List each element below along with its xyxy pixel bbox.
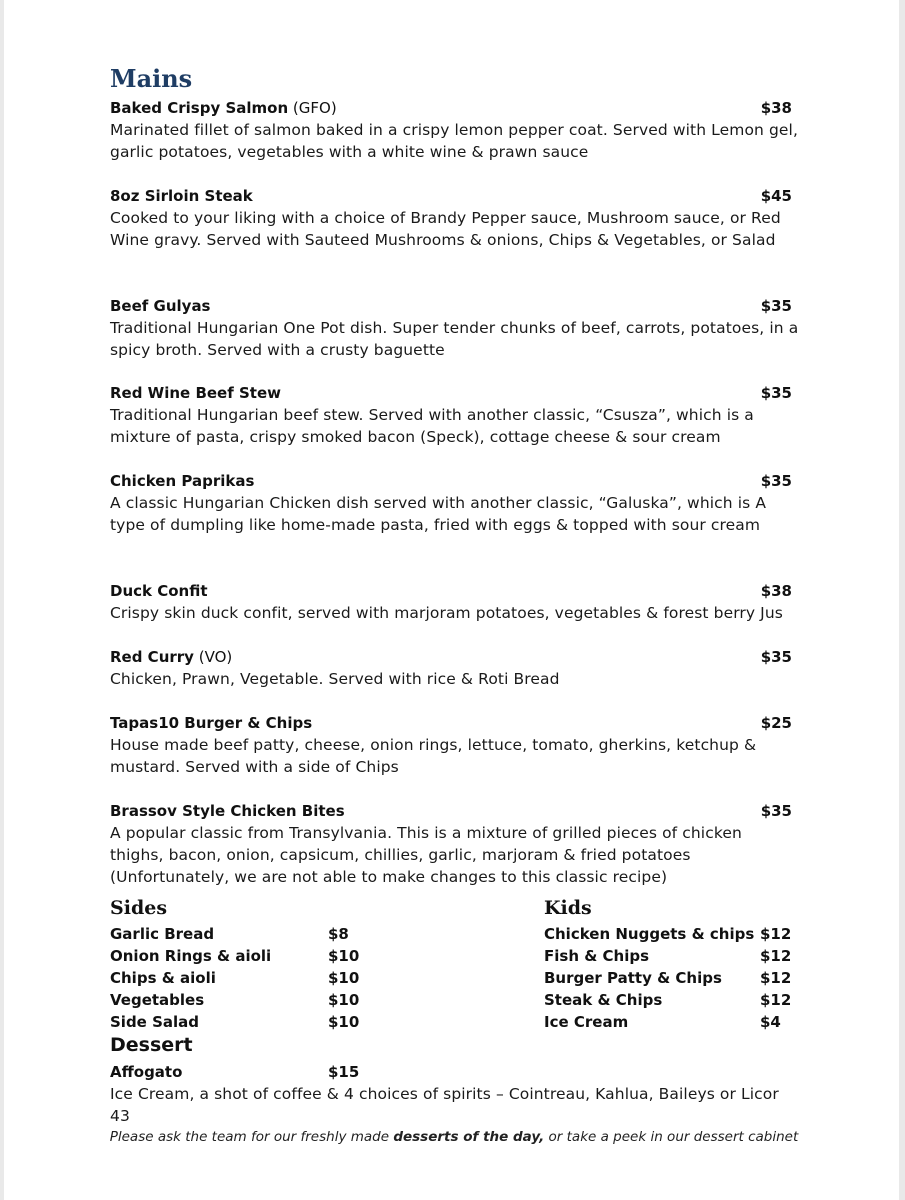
kids-item-name: Burger Patty & Chips <box>544 969 722 987</box>
side-item-price: $10 <box>328 969 360 987</box>
menu-item-name: Chicken Paprikas <box>110 472 255 490</box>
menu-item <box>110 712 800 778</box>
dessert-note-emphasis: desserts of the day, <box>393 1129 545 1145</box>
menu-item-description: Traditional Hungarian One Pot dish. Super tender chunks of beef, carrots, potatoes, in a spicy broth. Served with a crusty baguette <box>110 319 799 359</box>
menu-item-name: Beef Gulyas <box>110 297 211 315</box>
kids-item-name: Ice Cream <box>544 1013 629 1031</box>
menu-item-name: 8oz Sirloin Steak <box>110 187 253 205</box>
menu-item-description: Cooked to your liking with a choice of Brandy Pepper sauce, Mushroom sauce, or Red Wine gravy. Served with Sauteed Mushrooms & onions, Chips & Vegetables, or Salad <box>110 209 781 249</box>
menu-item-price: $45 <box>760 187 792 205</box>
menu-item-price: $35 <box>760 802 792 820</box>
sides-heading: Sides <box>110 897 168 919</box>
mains-heading: Mains <box>110 64 193 93</box>
menu-item-price: $38 <box>760 99 792 117</box>
kids-item-name: Fish & Chips <box>544 947 650 965</box>
menu-item-description: Crispy skin duck confit, served with marjoram potatoes, vegetables & forest berry Jus <box>110 604 783 622</box>
menu-item <box>110 185 800 251</box>
kids-item-price: $4 <box>760 1013 781 1031</box>
menu-item-name: Tapas10 Burger & Chips <box>110 714 313 732</box>
menu-item-name: Baked Crispy Salmon (GFO) <box>110 99 337 117</box>
side-item-name: Chips & aioli <box>110 969 216 987</box>
kids-item-name: Steak & Chips <box>544 991 663 1009</box>
dietary-tag: (GFO) <box>288 99 337 117</box>
side-item-name: Garlic Bread <box>110 925 215 943</box>
kids-heading: Kids <box>544 897 592 919</box>
menu-item-name: Red Curry (VO) <box>110 648 233 666</box>
menu-item-price: $38 <box>760 582 792 600</box>
side-item-price: $10 <box>328 947 360 965</box>
menu-item-price: $35 <box>760 384 792 402</box>
dessert-item <box>110 1083 800 1127</box>
menu-page <box>4 0 899 1200</box>
kids-item-price: $12 <box>760 991 792 1009</box>
menu-item-name: Duck Confit <box>110 582 208 600</box>
kids-item-price: $12 <box>760 969 792 987</box>
menu-item <box>110 295 800 361</box>
side-item-price: $10 <box>328 1013 360 1031</box>
menu-item-description: A classic Hungarian Chicken dish served with another classic, “Galuska”, which is A type of dumpling like home-made pasta, fried with eggs & topped with sour cream <box>110 494 767 534</box>
side-item-name: Vegetables <box>110 991 205 1009</box>
menu-item-name: Brassov Style Chicken Bites <box>110 802 345 820</box>
menu-item <box>110 800 800 888</box>
menu-item-price: $35 <box>760 472 792 490</box>
menu-item-description: A popular classic from Transylvania. This is a mixture of grilled pieces of chicken thighs, bacon, onion, capsicum, chillies, garlic, marjoram & fried potatoes (Unfortunately, we are not able to make changes to this classic recipe) <box>110 824 742 886</box>
menu-item-name: Red Wine Beef Stew <box>110 384 281 402</box>
menu-item-description: House made beef patty, cheese, onion rings, lettuce, tomato, gherkins, ketchup & mustard. Served with a side of Chips <box>110 736 757 776</box>
side-item-price: $10 <box>328 991 360 1009</box>
kids-item-name: Chicken Nuggets & chips <box>544 925 755 943</box>
menu-item-description: Marinated fillet of salmon baked in a crispy lemon pepper coat. Served with Lemon gel, garlic potatoes, vegetables with a white wine & prawn sauce <box>110 121 798 161</box>
menu-item-description: Traditional Hungarian beef stew. Served with another classic, “Csusza”, which is a mixture of pasta, crispy smoked bacon (Speck), cottage cheese & sour cream <box>110 406 754 446</box>
menu-item <box>110 382 800 448</box>
menu-item <box>110 646 800 690</box>
menu-item-price: $25 <box>760 714 792 732</box>
menu-item-description: Chicken, Prawn, Vegetable. Served with rice & Roti Bread <box>110 670 560 688</box>
kids-item-price: $12 <box>760 947 792 965</box>
menu-item <box>110 97 800 163</box>
menu-item-price: $35 <box>760 297 792 315</box>
side-item-name: Onion Rings & aioli <box>110 947 272 965</box>
dessert-note: Please ask the team for our freshly made desserts of the day, or take a peek in our dessert cabinet <box>109 1129 799 1145</box>
side-item-name: Side Salad <box>110 1013 200 1031</box>
menu-item <box>110 470 800 536</box>
dietary-tag: (VO) <box>193 648 233 666</box>
dessert-item-description: Ice Cream, a shot of coffee & 4 choices of spirits – Cointreau, Kahlua, Baileys or Licor 43 <box>110 1085 779 1125</box>
kids-item-price: $12 <box>760 925 792 943</box>
side-item-price: $8 <box>328 925 349 943</box>
dessert-item-name: Affogato <box>110 1063 183 1081</box>
menu-item-price: $35 <box>760 648 792 666</box>
dessert-heading: Dessert <box>110 1034 193 1056</box>
dessert-item-price: $15 <box>328 1063 360 1081</box>
menu-item <box>110 580 800 624</box>
